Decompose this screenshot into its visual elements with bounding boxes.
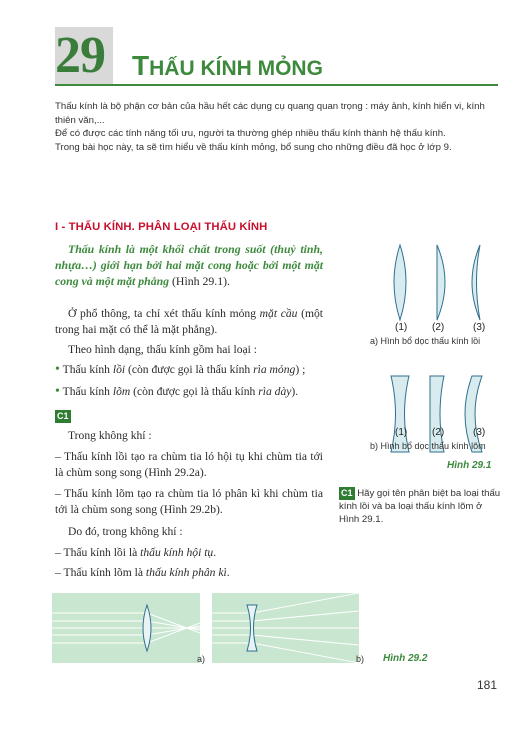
plano-convex-lens <box>437 245 445 320</box>
chapter-title <box>132 50 323 82</box>
lens-number-2: (2) <box>432 322 445 333</box>
paragraph-4: Do đó, trong không khí : <box>68 525 183 538</box>
biconvex-lens <box>394 245 406 320</box>
lens-number-2b: (2) <box>432 427 445 438</box>
c1-badge: C1 <box>57 411 69 421</box>
conclusion-convex: – Thấu kính lồi là thấu kính hội tụ. <box>55 546 217 559</box>
figure-29-2b-diverging <box>212 593 359 663</box>
lens-number-3b: (3) <box>473 427 486 438</box>
bullet-convex: • Thấu kính lồi (còn được gọi là thấu kính rìa mỏng) ; <box>55 362 306 377</box>
intro-line-3: Trong bài học này, ta sẽ tìm hiểu về thấu kính mỏng, bổ sung cho những điều đã học ở lớp 9. <box>55 141 452 153</box>
paragraph-3: Trong không khí : <box>68 429 152 442</box>
question-c1-badge: C1 <box>341 488 353 498</box>
c1-marker <box>55 406 71 424</box>
figure-29-2a-label: a) <box>197 654 206 664</box>
bullet-icon: • <box>55 362 60 377</box>
figure-29-1-title: Hình 29.1 <box>447 460 492 471</box>
figure-29-1-caption-a: a) Hình bổ dọc thấu kính lồi <box>370 336 481 346</box>
definition-ref: (Hình 29.1). <box>172 274 230 288</box>
figure-29-2a-converging <box>52 593 200 663</box>
question-c1-text: Hãy gọi tên phân biệt ba loại thấu kính lồi và ba loại thấu kính lõm ở Hình 29.1. <box>339 488 501 525</box>
dash-concave: – Thấu kính lõm tạo ra chùm tia ló phân kì khi chùm tia tới là chùm song song (Hình 29.2b). <box>55 487 323 516</box>
dash-convex: – Thấu kính lồi tạo ra chùm tia ló hội tụ khi chùm tia tới là chùm song song (Hình 29.2a). <box>55 450 323 479</box>
definition-text: Thấu kính là một khối chất trong suốt (thuỷ tinh, nhựa…) giới hạn bởi hai mặt cong hoặc bởi một mặt cong và một mặt phẳng <box>55 242 323 288</box>
question-c1 <box>339 487 505 526</box>
section-heading: I - THẤU KÍNH. PHÂN LOẠI THẤU KÍNH <box>55 221 268 233</box>
intro-text <box>55 100 500 154</box>
intro-line-1: Thấu kính là bộ phận cơ bản của hầu hết các dụng cụ quang quan trọng : máy ảnh, kính hiển vi, kính thiên văn,... <box>55 101 485 126</box>
intro-line-2: Để có được các tính năng tối ưu, người ta thường ghép nhiều thấu kính thành hệ thấu kính. <box>55 128 446 140</box>
figure-29-1-caption-b: b) Hình bổ dọc thấu kính lõm <box>370 441 486 451</box>
bullet-concave: • Thấu kính lõm (còn được gọi là thấu kính rìa dày). <box>55 384 299 399</box>
lens-number-1: (1) <box>395 322 408 333</box>
lens-number-3: (3) <box>473 322 486 333</box>
paragraph-2: Theo hình dạng, thấu kính gồm hai loại : <box>68 343 258 356</box>
concavo-convex-lens <box>472 245 480 320</box>
figure-29-2b-label: b) <box>356 654 365 664</box>
chapter-title-rest: HẤU KÍNH MỎNG <box>149 57 323 80</box>
chapter-number: 29 <box>55 27 105 84</box>
conclusion-concave: – Thấu kính lõm là thấu kính phân kì. <box>55 566 230 579</box>
lens-number-1b: (1) <box>395 427 408 438</box>
header-rule <box>55 84 498 86</box>
paragraph-1: Ở phổ thông, ta chỉ xét thấu kính mỏng mặt cầu (một trong hai mặt có thể là mặt phẳng). <box>55 307 324 336</box>
definition-paragraph <box>55 241 323 289</box>
page-number: 181 <box>477 678 498 692</box>
emphasis: mặt cầu <box>259 307 298 320</box>
figure-29-2-title: Hình 29.2 <box>383 653 428 664</box>
chapter-title-initial: T <box>132 50 150 81</box>
bullet-icon: • <box>55 384 60 399</box>
